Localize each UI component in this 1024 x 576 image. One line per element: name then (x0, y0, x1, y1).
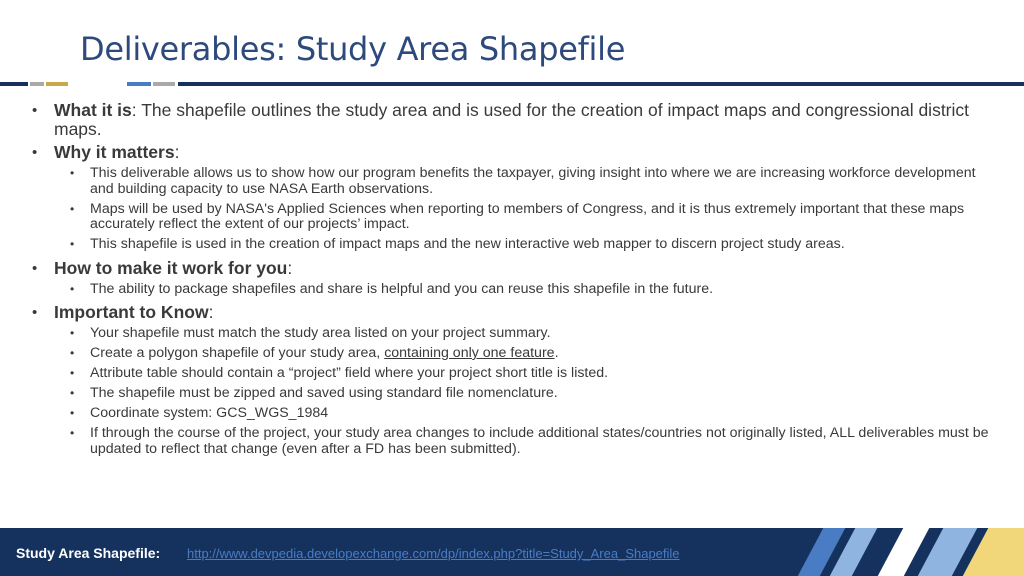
list-item: • Your shapefile must match the study area listed on your project summary. (54, 326, 992, 342)
bullet-text: : (208, 302, 214, 322)
list-item: • This shapefile is used in the creation of impact maps and the new interactive web mapper to discern project study areas. (54, 237, 992, 253)
polygon-text-after: . (554, 345, 559, 361)
footer-label: Study Area Shapefile: (16, 545, 161, 561)
bullet-label: Why it matters (54, 142, 175, 162)
bullet-label: What it is (54, 100, 132, 120)
underline-navy-long (178, 82, 1024, 86)
list-item-polygon (54, 346, 992, 362)
bullet-label: How to make it work for you (54, 257, 288, 278)
list-item: • Maps will be used by NASA's Applied Sciences when reporting to members of Congress, and it is thus extremely important that these maps accurately reflect the extent of our projects’ impact. (54, 202, 992, 233)
why-it-matters-list (32, 166, 992, 253)
list-item: • The ability to package shapefiles and share is helpful and you can reuse this shapefile in the future. (54, 282, 992, 298)
bullet-label: Important to Know (54, 302, 209, 322)
underline-navy-segment (0, 82, 28, 86)
polygon-text-before: Create a polygon shapefile of your study area, (90, 345, 385, 361)
footer-link[interactable]: http://www.devpedia.developexchange.com/dp/index.php?title=Study_Area_Shapefile (187, 546, 680, 561)
list-item: • Coordinate system: GCS_WGS_1984 (54, 406, 992, 422)
list-item: • If through the course of the project, your study area changes to include additional states/countries not originally listed, ALL deliverables must be updated to reflect that change (even after a FD has been submitted). (54, 426, 992, 457)
list-item: • This deliverable allows us to show how our program benefits the taxpayer, giving insight into where we are increasing workforce development and building capacity to use NASA Earth observations. (54, 166, 992, 197)
underline-dash-gold (46, 82, 68, 86)
slide-title: Deliverables: Study Area Shapefile (80, 30, 626, 68)
bullet-important-to-know (32, 303, 992, 322)
underline-dash-gray (30, 82, 44, 86)
bullet-how-to-make-it-work (32, 259, 992, 278)
list-item: • Attribute table should contain a “project” field where your project short title is listed. (54, 366, 992, 382)
how-to-make-it-work-list (32, 282, 992, 298)
bullet-text: : (287, 257, 293, 278)
list-item: • The shapefile must be zipped and saved using standard file nomenclature. (54, 386, 992, 402)
underline-dash-blue (127, 82, 151, 86)
one-feature-underlined: containing only one feature (384, 345, 555, 361)
footer-bar (0, 528, 1024, 576)
bullet-why-it-matters (32, 143, 992, 162)
bullet-text: : (174, 142, 180, 162)
slide-body (32, 101, 992, 463)
bullet-text: : The shapefile outlines the study area and is used for the creation of impact maps and congressional district maps. (54, 100, 970, 139)
bullet-what-it-is (32, 101, 992, 139)
important-to-know-list (32, 326, 992, 457)
underline-dash-gray-2 (153, 82, 175, 86)
